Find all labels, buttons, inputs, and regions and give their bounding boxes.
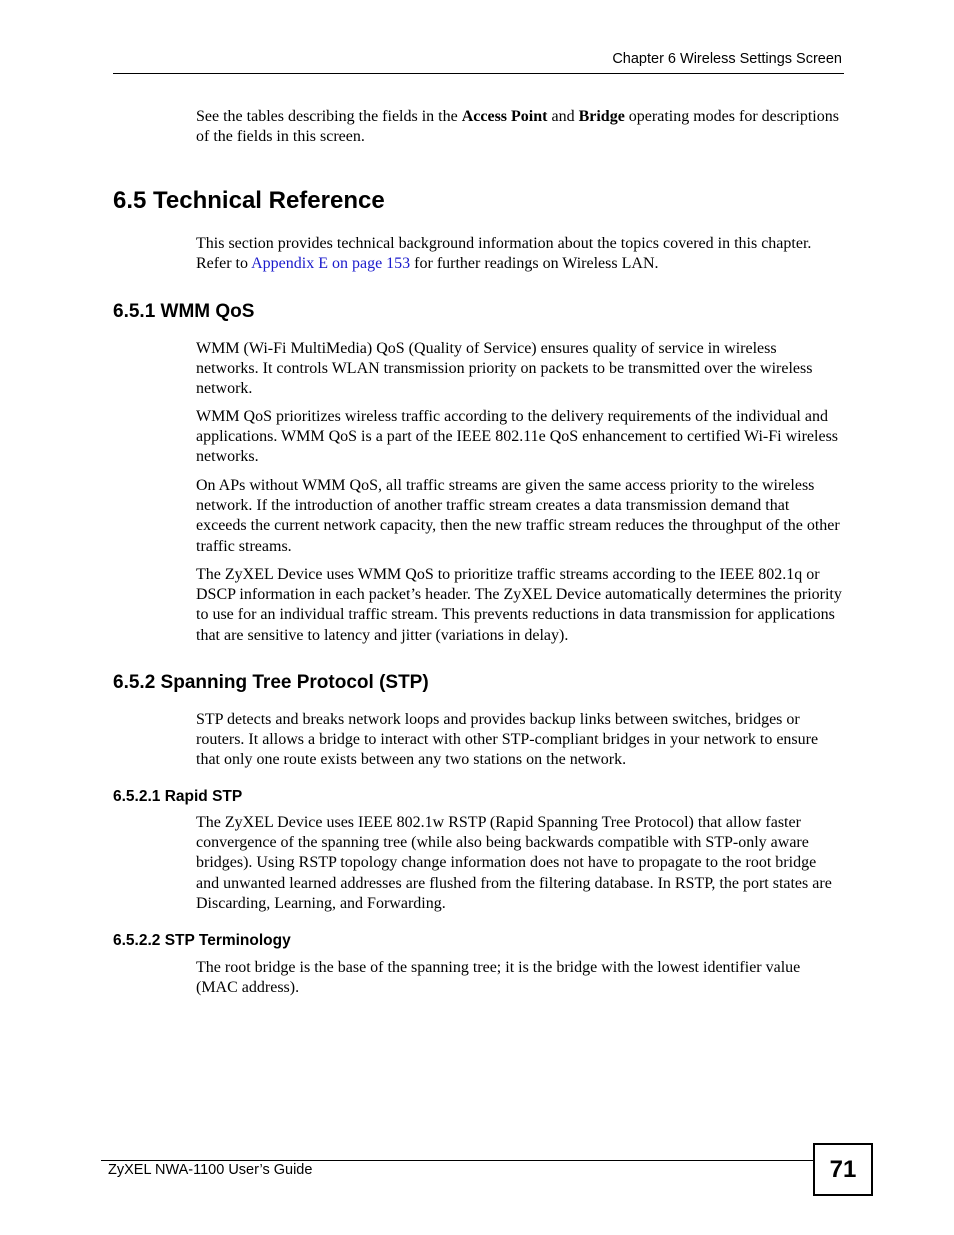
- wmm-qos-heading: 6.5.1 WMM QoS: [113, 301, 255, 322]
- rapid-stp-text: The ZyXEL Device uses IEEE 802.1w RSTP (Rapid Spanning Tree Protocol) that allow faster convergence of the spanning tree (while also being backwards compatible with STP-only aware bridges). Using RSTP topology change information does not have to propagate to the root bridge and unwanted learned addresses are flushed from the filtering database. In RSTP, the port states are Discarding, Learning, and Forwarding.: [196, 814, 832, 912]
- stp-terminology-text: The root bridge is the base of the spanning tree; it is the bridge with the lowest identifier value (MAC address).: [196, 959, 801, 997]
- intro-text-3: operating modes for descriptions of the fields in this screen.: [196, 108, 839, 146]
- intro-bold-access-point: Access Point: [461, 108, 548, 125]
- rapid-stp-heading: 6.5.2.1 Rapid STP: [113, 788, 243, 805]
- intro-text-1: See the tables describing the fields in the: [196, 108, 462, 125]
- intro-bold-bridge: Bridge: [578, 108, 625, 125]
- section-paragraph: [196, 234, 842, 274]
- section-title: 6.5 Technical Reference: [113, 187, 385, 214]
- page-number: 71: [813, 1143, 873, 1196]
- header-rule: [113, 73, 844, 74]
- section-text-2: for further readings on Wireless LAN.: [410, 255, 659, 273]
- wmm-paragraph-1: [196, 339, 842, 400]
- section-text-1: This section provides technical background information about the topics covered in this chapter. Refer to: [196, 235, 812, 273]
- footer-rule: [101, 1160, 814, 1161]
- intro-text-2: and: [547, 108, 579, 125]
- intro-paragraph: [196, 107, 842, 147]
- appendix-link[interactable]: Appendix E on page 153: [251, 255, 411, 273]
- stp-terminology-paragraph: [196, 958, 842, 998]
- rapid-stp-paragraph: [196, 813, 842, 914]
- wmm-text-2: WMM QoS prioritizes wireless traffic according to the delivery requirements of the individual and applications. WMM QoS is a part of the IEEE 802.11e QoS enhancement to certified Wi-Fi wireless networks.: [196, 408, 839, 466]
- wmm-paragraph-3: [196, 476, 842, 557]
- wmm-text-3: On APs without WMM QoS, all traffic streams are given the same access priority to the wireless network. If the introduction of another traffic stream creates a data transmission demand that exceeds the current network capacity, then the new traffic stream reduces the throughput of the other traffic streams.: [196, 477, 840, 555]
- wmm-text-4: The ZyXEL Device uses WMM QoS to prioritize traffic streams according to the IEEE 802.1q or DSCP information in each packet’s header. The ZyXEL Device automatically determines the priority to use for an individual traffic stream. This prevents reductions in data transmission for applications that are sensitive to latency and jitter (variations in delay).: [196, 566, 842, 644]
- running-header: Chapter 6 Wireless Settings Screen: [612, 51, 842, 67]
- stp-terminology-heading: 6.5.2.2 STP Terminology: [113, 932, 291, 949]
- wmm-text-1: WMM (Wi-Fi MultiMedia) QoS (Quality of Service) ensures quality of service in wireless networks. It controls WLAN transmission priority on packets to be transmitted over the wireless network.: [196, 340, 813, 398]
- wmm-paragraph-2: [196, 407, 842, 468]
- guide-title: ZyXEL NWA-1100 User’s Guide: [108, 1162, 313, 1178]
- stp-text: STP detects and breaks network loops and provides backup links between switches, bridges or routers. It allows a bridge to interact with other STP-compliant bridges in your network to ensure that only one route exists between any two stations on the network.: [196, 711, 819, 769]
- stp-heading: 6.5.2 Spanning Tree Protocol (STP): [113, 672, 429, 693]
- wmm-paragraph-4: [196, 565, 842, 646]
- stp-paragraph: [196, 710, 842, 771]
